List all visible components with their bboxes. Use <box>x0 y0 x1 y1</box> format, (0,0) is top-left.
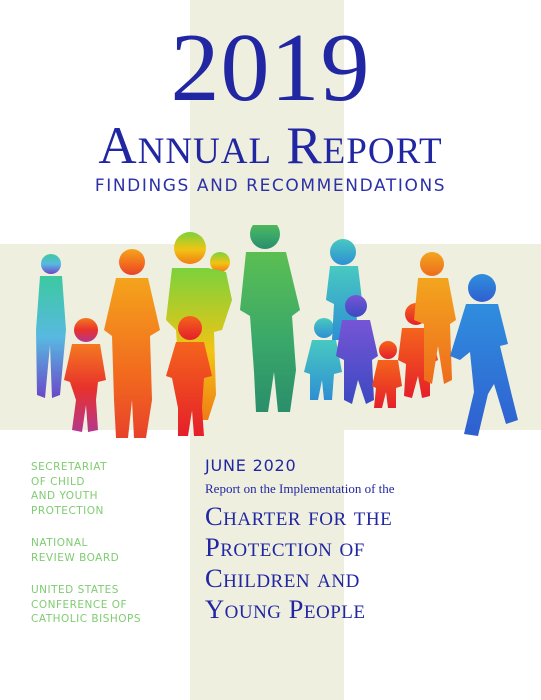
rainbow-family-silhouettes-illustration <box>0 225 541 450</box>
silhouette-child-left <box>64 318 106 432</box>
report-year: 2019 <box>170 14 371 122</box>
silhouette-man-tall <box>240 225 300 412</box>
org-line: REVIEW BOARD <box>31 551 120 564</box>
org-line: PROTECTION <box>31 504 104 517</box>
org-line: OF CHILD <box>31 475 85 488</box>
charter-line: Young People <box>205 594 366 624</box>
org-line: CONFERENCE OF <box>31 598 128 611</box>
org-line: UNITED STATES <box>31 584 119 596</box>
org-line: CATHOLIC BISHOPS <box>31 613 142 625</box>
org-usccb <box>31 583 181 627</box>
report-title: Annual Report <box>98 117 443 175</box>
charter-title <box>205 501 525 625</box>
report-subtitle: FINDINGS AND RECOMMENDATIONS <box>94 176 447 196</box>
implementation-line: Report on the Implementation of the <box>205 481 395 496</box>
org-secretariat <box>31 460 181 518</box>
org-line: SECRETARIAT <box>31 461 108 473</box>
report-date: JUNE 2020 <box>205 456 297 475</box>
charter-line: Protection of <box>205 532 365 562</box>
charter-line: Charter for the <box>205 501 393 531</box>
charter-line: Children and <box>205 563 360 593</box>
org-line: AND YOUTH <box>31 490 99 502</box>
org-line: NATIONAL <box>31 537 88 549</box>
org-national-review-board <box>31 536 181 565</box>
silhouette-adult-orange <box>104 249 160 438</box>
silhouette-child-walking-blue <box>450 274 518 436</box>
silhouette-woman-left <box>36 254 66 398</box>
